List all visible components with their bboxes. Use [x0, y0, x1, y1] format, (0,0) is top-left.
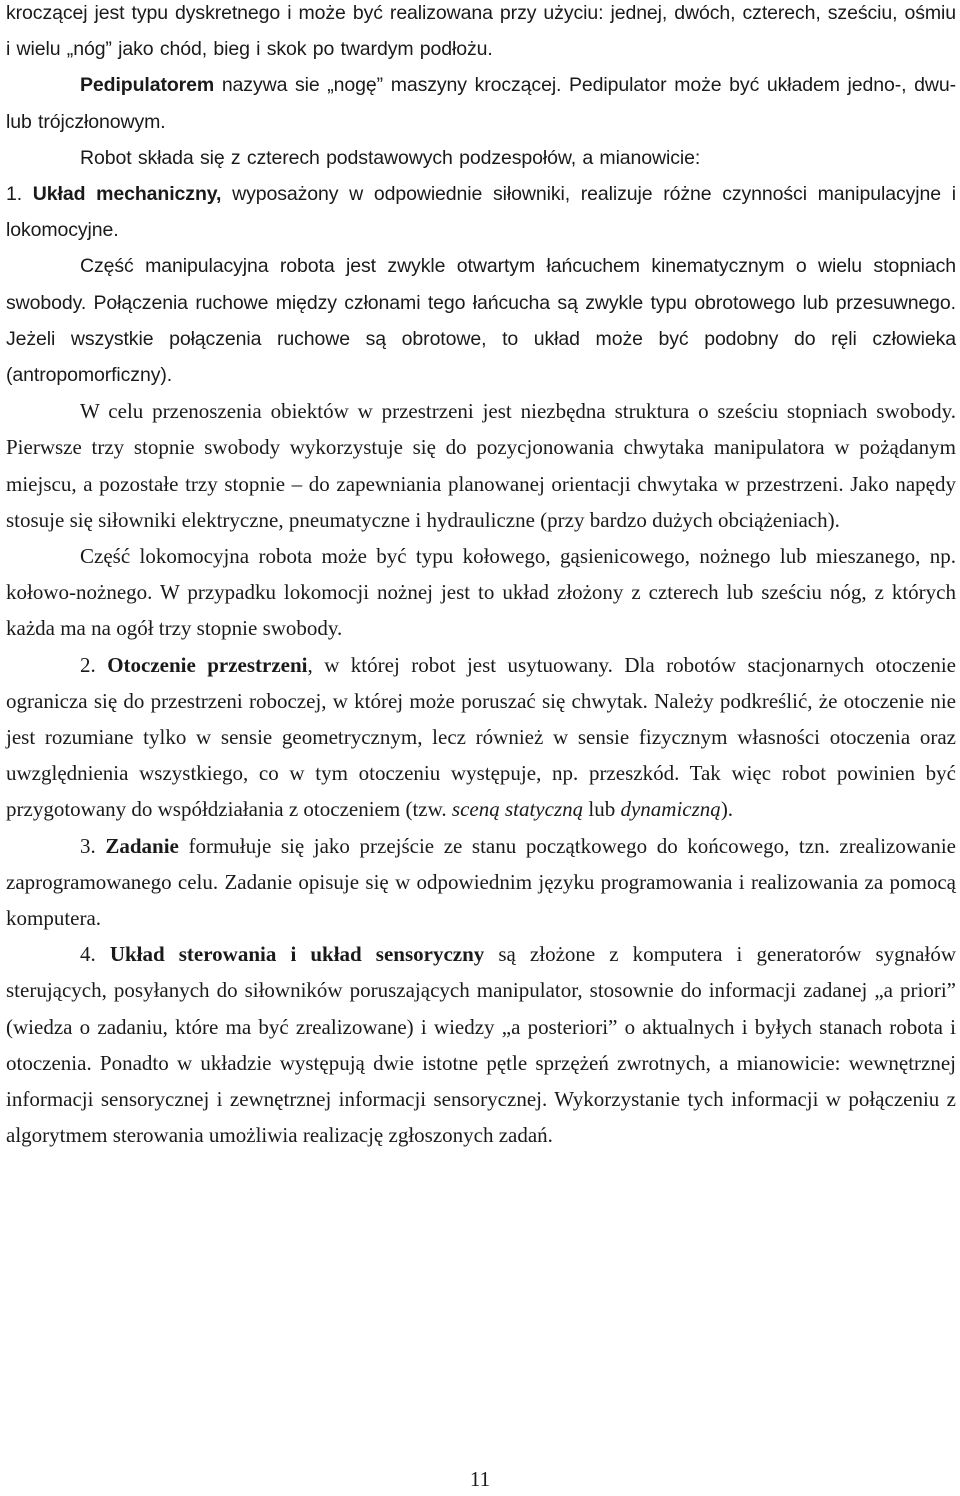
list-number: 1. — [6, 183, 33, 206]
list-number: 4. — [80, 942, 110, 967]
term-mechanical-system: Układ mechaniczny, — [32, 183, 222, 206]
paragraph-text: Robot składa się z czterech podstawowych podzespołów, a mianowicie: — [80, 146, 701, 169]
paragraph-text: nazywa sie „nogę” maszyny kroczącej. Pedipulator może być układem jedno-, dwu- lub trójczłonowym. — [6, 74, 956, 133]
term-environment: Otoczenie przestrzeni — [107, 652, 308, 677]
paragraph-text: kroczącej jest typu dyskretnego i może być realizowana przy użyciu: jednej, dwóch, czterech, sześciu, ośmiu i wielu „nóg” jako chód, bieg i skok po twardym podłożu. — [6, 2, 956, 61]
term-control-system: Układ sterowania i układ sensoryczny — [109, 942, 485, 967]
paragraph-continuation — [6, 0, 956, 67]
term-task: Zadanie — [105, 833, 179, 858]
paragraph-mechanical-system — [6, 176, 956, 248]
paragraph-text: Część lokomocyjna robota może być typu kołowego, gąsienicowego, nożnego lub mieszanego, np. kołowo-nożnego. W przypadku lokomocji nożnej jest to układ złożony z czterech lub sześciu nóg, z których każda ma na ogół trzy stopnie swobody. — [6, 544, 956, 641]
paragraph-text: formułuje się jako przejście ze stanu początkowego do końcowego, tzn. zrealizowanie zaprogramowanego celu. Zadanie opisuje się w odpowiednim języku programowania i realizowania za pomocą komputera. — [6, 833, 957, 931]
paragraph-text: wyposażony w odpowiednie siłowniki, realizuje różne czynności manipulacyjne i lokomocyjne. — [6, 183, 956, 242]
paragraph-control-system — [6, 936, 956, 1153]
document-page — [6, 0, 956, 1154]
list-number: 2. — [80, 652, 108, 677]
list-number: 3. — [80, 833, 106, 858]
paragraph-object-transfer — [6, 393, 956, 538]
paragraph-locomotion-part — [6, 538, 956, 647]
paragraph-robot-intro — [6, 140, 956, 176]
paragraph-text: są złożone z komputera i generatorów sygnałów sterujących, posyłanych do siłowników poruszających manipulator, stosownie do informacji zadanej „a priori” (wiedza o zadaniu, które ma być zrealizowane) i wiedzy „a posteriori” o aktualnych i byłych stanach robota i otoczenia. Ponadto w układzie występują dwie istotne pętle sprzężeń zwrotnych, a mianowicie: wewnętrznej informacji sensorycznej i zewnętrznej informacji sensorycznej. Wykorzystanie tych informacji w połączeniu z algorytmem sterowania umożliwia realizację zgłoszonych zadań. — [6, 942, 956, 1148]
paragraph-manipulation-part — [6, 248, 956, 393]
paragraph-text: W celu przenoszenia obiektów w przestrzeni jest niezbędna struktura o sześciu stopniach swobody. Pierwsze trzy stopnie swobody wykorzystuje się do pozycjonowania chwytaka manipulatora w pożądanym miejscu, a pozostałe trzy stopnie – do zapewniania planowanej orientacji chwytaka w przestrzeni. Jako napędy stosuje się siłowniki elektryczne, pneumatyczne i hydrauliczne (przy bardzo dużych obciążeniach). — [6, 399, 956, 532]
term-dynamic-scene: dynamiczną — [620, 797, 721, 822]
paragraph-task — [6, 828, 956, 937]
paragraph-text: Część manipulacyjna robota jest zwykle otwartym łańcuchem kinematycznym o wielu stopniach swobody. Połączenia ruchowe między członami tego łańcucha są zwykle typu obrotowego lub przesuwnego. Jeżeli wszystkie połączenia ruchowe są obrotowe, to układ może być podobny do ręli człowieka (antropomorficzny). — [6, 255, 956, 387]
paragraph-text: , w której robot jest usytuowany. Dla robotów stacjonarnych otoczenie ogranicza się do przestrzeni roboczej, w której może poruszać się chwytak. Należy podkreślić, że otoczenie nie jest rozumiane tylko w sensie geometrycznym, lecz również w sensie fizycznym własności otoczenia oraz uwzględnienia wszystkiego, co w tym otoczeniu występuje, np. przeszkód. Tak więc robot powinien być przygotowany do współdziałania z otoczeniem (tzw. — [6, 652, 957, 822]
paragraph-text: ). — [720, 797, 734, 822]
page-number: 11 — [469, 1467, 491, 1491]
term-pedipulator: Pedipulatorem — [80, 74, 215, 97]
paragraph-pedipulator — [6, 67, 956, 139]
paragraph-environment — [6, 647, 956, 828]
paragraph-text: lub — [583, 797, 621, 822]
term-static-scene: sceną statyczną — [451, 797, 584, 822]
